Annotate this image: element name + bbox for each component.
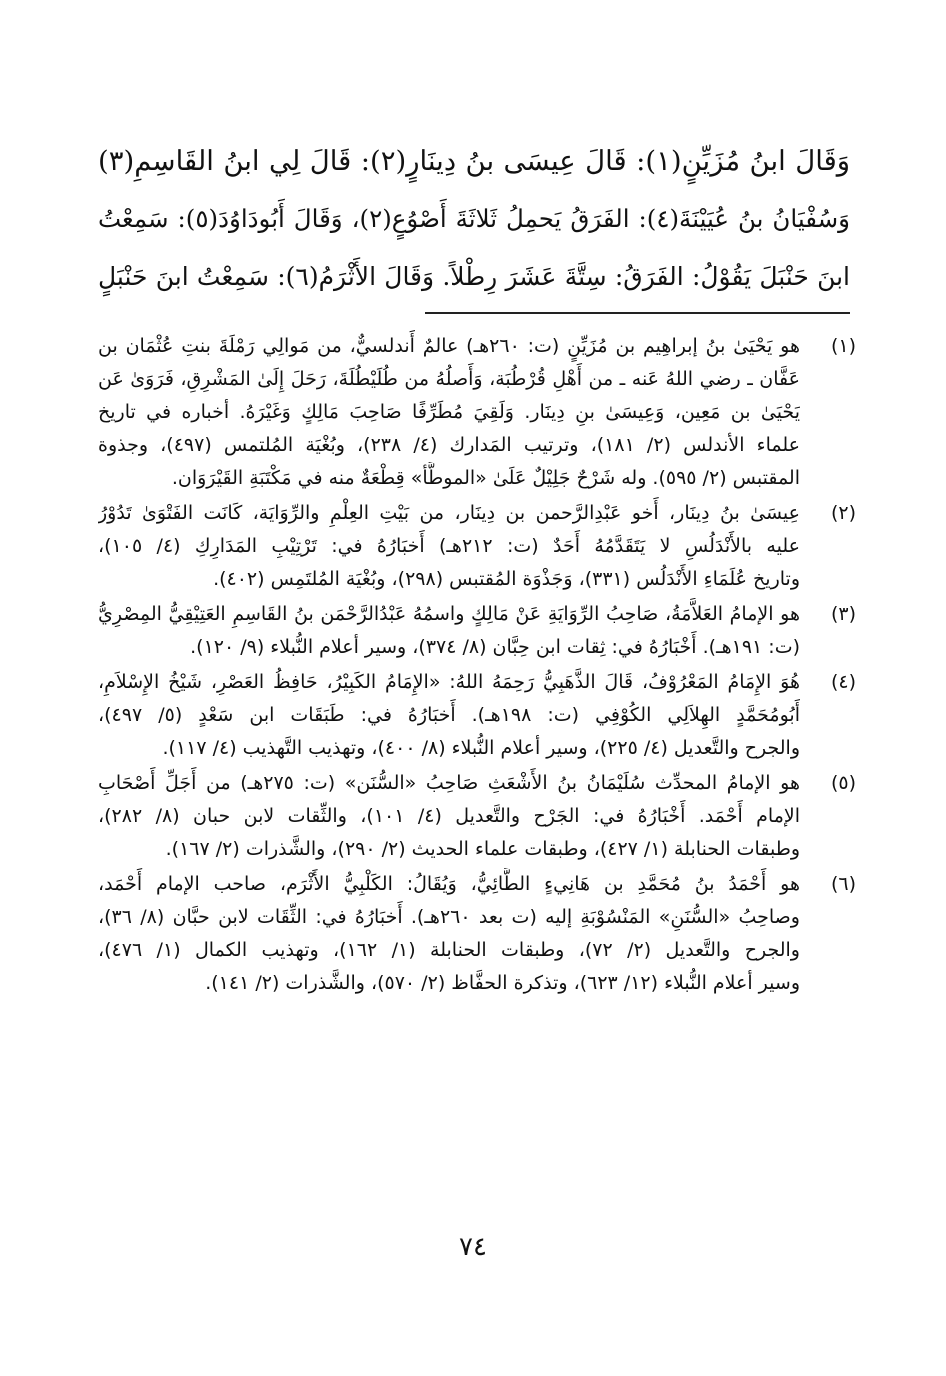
footnote-line: أَبُومُحَمَّدٍ الهِلاَلِي الكُوْفِي (ت: ١٩٨هـ). أَخبَارُهُ في: طَبَقَات ابن سَعْدٍ (٥/ ٤٩٧)، bbox=[98, 704, 800, 726]
footnote-line: علماء الأندلس (٢/ ١٨١)، وترتيب المَدارك (٤/ ٢٣٨)، وبُغْيَة المُلتمس (٤٩٧)، وجذوة bbox=[98, 434, 800, 456]
footnote-line: والجرح والتَّعديل (٢/ ٧٢)، وطبقات الحنابلة (١/ ١٦٢)، وتهذيب الكمال (١/ ٤٧٦)، bbox=[98, 939, 800, 961]
footnote-line: الإمام أَحْمَد. أَخْبَارُهُ في: الجَرْح والتَّعديل (٤/ ١٠١)، والثِّقات لابن حبان (٨/ ٢٨٢)، bbox=[98, 805, 800, 827]
footnote-number: (٢) bbox=[830, 502, 856, 524]
footnote-1 bbox=[98, 330, 856, 495]
main-text-line: وَقَالَ ابنُ مُزَيِّنٍ(١): قَالَ عِيسَى بنُ دِينَارٍ(٢): قَالَ لِي ابنُ القَاسِمِ(٣) bbox=[98, 145, 850, 177]
footnotes-section bbox=[98, 330, 856, 1002]
footnote-number: (٦) bbox=[830, 873, 856, 895]
footnote-line: وسير أعلام النُّبلاء (١٢/ ٦٢٣)، وتذكرة الحفَّاظ (٢/ ٥٧٠)، والشَّذرات (٢/ ١٤١). bbox=[205, 972, 800, 994]
footnote-line: عَفَّان ـ رضي اللهُ عَنه ـ من أَهْلِ قُرْطُبَة، وَأَصلُهُ من طُلَيْطُلَةَ، رَحَلَ إِلَىٰ المَشْرِقِ، فَرَوَىٰ عَن bbox=[98, 368, 800, 390]
footnote-5 bbox=[98, 767, 856, 866]
footnote-line: والجرح والتَّعديل (٤/ ٢٢٥)، وسير أعلام النُّبلاء (٨/ ٤٠٠)، وتهذيب التَّهذيب (٤/ ١١٧). bbox=[162, 737, 800, 759]
footnote-line: عِيسَىٰ بنُ دِينَار، أَخو عَبْدِالرَّحمن بن دِينَار، من بَيْتِ العِلْمِ والرِّوَايَة، كَانَت الفَتْوَىٰ تَدُوْرُ bbox=[98, 502, 800, 524]
footnote-line: هو أَحْمَدُ بنُ مُحَمَّدِ بن هَانِيءٍ الطَّائِيُّ، وَيُقَالُ: الكَلْبِيُّ الأَثْرَم، صاحب الإمام أَحْمَد، bbox=[98, 873, 800, 895]
footnote-line: المقتبس (٢/ ٥٩٥). وله شَرْحٌ جَلِيْلٌ عَلَىٰ «الموطَّأ» قِطْعَةٌ منه في مَكْتَبَةِ القَيْرَوَان. bbox=[171, 467, 800, 489]
main-text-block bbox=[98, 132, 850, 306]
footnote-line: هو الإمامُ العَلاَّمَةُ، صَاحِبُ الرِّوَايَةِ عَنْ مَالِكٍ واسمُهُ عَبْدُالرَّحْمَن بنُ القَاسِمِ العَتِيْقِيُّ المِصْرِيُّ bbox=[98, 603, 800, 625]
footnote-number: (١) bbox=[830, 335, 856, 357]
footnote-2 bbox=[98, 497, 856, 596]
footnote-number: (٥) bbox=[830, 772, 856, 794]
footnote-line: وصاحِبُ «السُّنَنِ» المَنْسُوْبَةِ إليه (ت بعد ٢٦٠هـ). أَخبَارُهُ في: الثِّقَات لابن حبَّان (٨/ ٣٦)، bbox=[98, 906, 800, 928]
footnote-line: هو يَحْيَىٰ بنُ إبراهِيم بن مُزَيِّنٍ (ت: ٢٦٠هـ) عالمٌ أَندلسيٌّ، من مَوالِي رَمْلَةَ بنتِ عُثْمَان بن bbox=[98, 335, 800, 357]
footnote-line: وطبقات الحنابلة (١/ ٤٢٧)، وطبقات علماء الحديث (٢/ ٢٩٠)، والشَّذرات (٢/ ١٦٧). bbox=[165, 838, 800, 860]
footnote-number: (٣) bbox=[830, 603, 856, 625]
footnote-6 bbox=[98, 868, 856, 1000]
footnote-4 bbox=[98, 666, 856, 765]
footnote-line: هو الإمامُ المحدِّث سُلَيْمَانُ بنُ الأَشْعَثِ صَاحِبُ «السُّنَن» (ت: ٢٧٥هـ) من أَجَلِّ أَصْحَابِ bbox=[98, 772, 800, 794]
footnote-line: وتاريخ عُلَمَاءِ الأَنْدَلُس (٣٣١)، وَجَذْوَة المُقتبس (٢٩٨)، وبُغْيَة المُلتَمِس (٤٠٢). bbox=[213, 568, 800, 590]
main-text-line: وَسُفْيَانُ بنُ عُيَيْنَةَ(٤): الفَرَقُ يَحمِلُ ثَلاثَةَ أَصْوُعٍ(٢)، وَقَالَ أَبُودَاوُدَ(٥): سَمِعْتُ bbox=[98, 204, 850, 233]
footnote-separator-rule bbox=[425, 312, 850, 314]
footnote-number: (٤) bbox=[830, 671, 856, 693]
main-text-line: ابنَ حَنْبَلَ يَقُوْلُ: الفَرَقُ: سِتَّةَ عَشَرَ رِطْلاً. وَقَالَ الأَثْرَمُ(٦): سَمِعْتُ ابنَ حَنْبَلٍ bbox=[98, 262, 850, 291]
footnote-line: عليه بالأَنْدَلُسِ لا يَتَقَدَّمُهُ أَحَدٌ (ت: ٢١٢هـ) أَخبَارُهُ في: تَرْتِيْبِ المَدَارِكِ (٤/ ١٠٥)، bbox=[98, 535, 800, 557]
footnote-line: يَحْيَىٰ بن مَعِين، وَعِيسَىٰ بنِ دِينَار. وَلَقِيَ مُطَرِّفًا صَاحِبَ مَالِكٍ وَغَيْرَهُ. أخباره في تاريخ bbox=[98, 401, 800, 423]
footnote-line: (ت: ١٩١هـ). أَخْبَارُهُ في: ثِقات ابن حِبَّان (٨/ ٣٧٤)، وسير أعلام النُّبلاء (٩/ ١٢٠). bbox=[190, 636, 800, 658]
footnote-3 bbox=[98, 598, 856, 664]
page-number: ٧٤ bbox=[459, 1232, 487, 1262]
footnote-line: هُوَ الإِمَامُ المَعْرُوْفُ، قَالَ الذَّهَبِيُّ رَحِمَهُ اللهُ: «الإِمَامُ الكَبِيْرُ، حَافِظُ العَصْرِ، شَيْخُ الإِسْلاَمِ، bbox=[98, 671, 800, 693]
